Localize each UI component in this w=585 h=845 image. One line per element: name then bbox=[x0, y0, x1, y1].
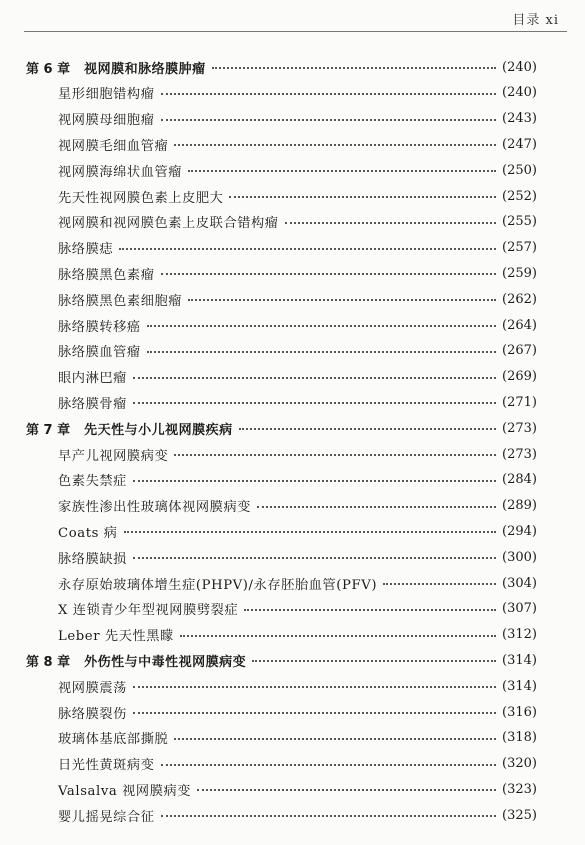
chapter-number: 第 7 章 bbox=[26, 422, 71, 438]
toc-chapter-row bbox=[26, 648, 537, 672]
chapter-title: 先天性与小儿视网膜疾病 bbox=[84, 422, 233, 438]
dot-leader bbox=[161, 815, 497, 817]
toc-entry-row bbox=[58, 519, 537, 543]
toc-entry-row bbox=[58, 597, 537, 621]
page-number: (250) bbox=[502, 162, 537, 178]
toc-entry-row bbox=[58, 236, 537, 260]
entry-title: X 连锁青少年型视网膜劈裂症 bbox=[58, 603, 239, 619]
page-number: (318) bbox=[502, 730, 537, 746]
page-number: (294) bbox=[502, 523, 537, 539]
dot-leader bbox=[161, 93, 497, 95]
entry-title: 家族性渗出性玻璃体视网膜病变 bbox=[58, 500, 252, 516]
header-rule bbox=[24, 31, 567, 32]
toc-chapter-row bbox=[26, 55, 537, 79]
page-number: (257) bbox=[502, 240, 537, 256]
page-number: (264) bbox=[502, 317, 537, 333]
page-number: (325) bbox=[502, 807, 537, 823]
page-number: (271) bbox=[502, 394, 537, 410]
toc-entry-row bbox=[58, 674, 537, 698]
entry-title: 日光性黄斑病变 bbox=[58, 758, 155, 774]
toc-entry-row bbox=[58, 545, 537, 569]
toc-entry-row bbox=[58, 468, 537, 492]
page-number: (247) bbox=[502, 136, 537, 152]
dot-leader bbox=[383, 583, 496, 585]
toc-entry-row bbox=[58, 287, 537, 311]
entry-title: 脉络膜血管瘤 bbox=[58, 345, 141, 361]
toc-entry-row bbox=[58, 365, 537, 389]
entry-title: 脉络膜裂伤 bbox=[58, 706, 127, 722]
dot-leader bbox=[133, 557, 496, 559]
dot-leader bbox=[119, 248, 496, 250]
dot-leader bbox=[229, 196, 496, 198]
dot-leader bbox=[161, 273, 497, 275]
toc-entry-row bbox=[58, 494, 537, 518]
chapter-number: 第 8 章 bbox=[26, 654, 71, 670]
dot-leader bbox=[174, 738, 496, 740]
toc-entry-row bbox=[58, 81, 537, 105]
entry-title: 早产儿视网膜病变 bbox=[58, 448, 169, 464]
toc-chapter-row bbox=[26, 416, 537, 440]
page-number: (273) bbox=[502, 446, 537, 462]
dot-leader bbox=[285, 222, 496, 224]
entry-title: 脉络膜黑色素细胞瘤 bbox=[58, 293, 183, 309]
dot-leader bbox=[133, 480, 496, 482]
dot-leader bbox=[197, 789, 496, 791]
dot-leader bbox=[244, 609, 496, 611]
toc-entry-row bbox=[58, 442, 537, 466]
dot-leader bbox=[212, 67, 496, 69]
entry-title: Leber 先天性黑矇 bbox=[58, 629, 174, 645]
entry-title: 脉络膜黑色素瘤 bbox=[58, 267, 155, 283]
dot-leader bbox=[133, 712, 496, 714]
dot-leader bbox=[180, 635, 496, 637]
dot-leader bbox=[174, 454, 496, 456]
dot-leader bbox=[174, 144, 496, 146]
page-number: (240) bbox=[502, 85, 537, 101]
page-number: (262) bbox=[502, 291, 537, 307]
entry-title: 脉络膜缺损 bbox=[58, 551, 127, 567]
chapter-number: 第 6 章 bbox=[26, 61, 71, 77]
toc-entry-row bbox=[58, 184, 537, 208]
entry-title: 视网膜母细胞瘤 bbox=[58, 113, 155, 129]
entry-title: 星形细胞错构瘤 bbox=[58, 87, 155, 103]
page-number: (304) bbox=[502, 575, 537, 591]
toc-entry-row bbox=[58, 261, 537, 285]
dot-leader bbox=[133, 377, 496, 379]
toc-entry-row bbox=[58, 726, 537, 750]
toc-entry-row bbox=[58, 623, 537, 647]
entry-title: 脉络膜骨瘤 bbox=[58, 396, 127, 412]
entry-title: 色素失禁症 bbox=[58, 474, 127, 490]
toc-entry-row bbox=[58, 803, 537, 827]
page-number: (316) bbox=[502, 704, 537, 720]
entry-title: 脉络膜转移癌 bbox=[58, 319, 141, 335]
dot-leader bbox=[188, 299, 496, 301]
toc-entry-row bbox=[58, 390, 537, 414]
toc-entry-row bbox=[58, 210, 537, 234]
toc-entry-row bbox=[58, 339, 537, 363]
entry-title: 永存原始玻璃体增生症(PHPV)/永存胚胎血管(PFV) bbox=[58, 577, 378, 593]
page-number: (284) bbox=[502, 472, 537, 488]
chapter-title: 视网膜和脉络膜肿瘤 bbox=[84, 61, 206, 77]
toc-entry-row bbox=[58, 700, 537, 724]
dot-leader bbox=[161, 764, 497, 766]
page-number: (314) bbox=[502, 652, 537, 668]
page-number: (243) bbox=[502, 111, 537, 127]
page-number: (240) bbox=[502, 59, 537, 75]
dot-leader bbox=[257, 506, 496, 508]
chapter-title: 外伤性与中毒性视网膜病变 bbox=[84, 654, 247, 670]
running-header: 目录 xi bbox=[512, 13, 559, 28]
page-number: (314) bbox=[502, 678, 537, 694]
page-number: (267) bbox=[502, 343, 537, 359]
entry-title: 视网膜海绵状血管瘤 bbox=[58, 164, 183, 180]
dot-leader bbox=[161, 119, 497, 121]
page-number: (273) bbox=[502, 420, 537, 436]
dot-leader bbox=[133, 402, 496, 404]
page-number: (252) bbox=[502, 188, 537, 204]
entry-title: 婴儿摇晃综合征 bbox=[58, 809, 155, 825]
entry-title: Valsalva 视网膜病变 bbox=[58, 783, 192, 799]
entry-title: 玻璃体基底部撕脱 bbox=[58, 732, 169, 748]
entry-title: 视网膜震荡 bbox=[58, 680, 127, 696]
toc-entry-row bbox=[58, 313, 537, 337]
dot-leader bbox=[147, 351, 496, 353]
dot-leader bbox=[188, 170, 496, 172]
page-number: (312) bbox=[502, 627, 537, 643]
dot-leader bbox=[124, 531, 496, 533]
entry-title: 视网膜和视网膜色素上皮联合错构瘤 bbox=[58, 216, 279, 232]
toc-entry-row bbox=[58, 752, 537, 776]
page-number: (300) bbox=[502, 549, 537, 565]
entry-title: Coats 病 bbox=[58, 525, 118, 541]
entry-title: 视网膜毛细血管瘤 bbox=[58, 138, 169, 154]
toc-entry-row bbox=[58, 107, 537, 131]
toc-entry-row bbox=[58, 158, 537, 182]
toc-entry-row bbox=[58, 571, 537, 595]
entry-title: 眼内淋巴瘤 bbox=[58, 371, 127, 387]
dot-leader bbox=[252, 660, 496, 662]
page-number: (255) bbox=[502, 214, 537, 230]
toc-entry-row bbox=[58, 132, 537, 156]
dot-leader bbox=[133, 686, 496, 688]
entry-title: 先天性视网膜色素上皮肥大 bbox=[58, 190, 224, 206]
page-number: (289) bbox=[502, 498, 537, 514]
page-number: (323) bbox=[502, 781, 537, 797]
dot-leader bbox=[147, 325, 496, 327]
page-number: (259) bbox=[502, 265, 537, 281]
toc-entry-row bbox=[58, 777, 537, 801]
dot-leader bbox=[239, 428, 496, 430]
page-number: (307) bbox=[502, 601, 537, 617]
entry-title: 脉络膜痣 bbox=[58, 242, 114, 258]
page-number: (320) bbox=[502, 756, 537, 772]
page-number: (269) bbox=[502, 369, 537, 385]
